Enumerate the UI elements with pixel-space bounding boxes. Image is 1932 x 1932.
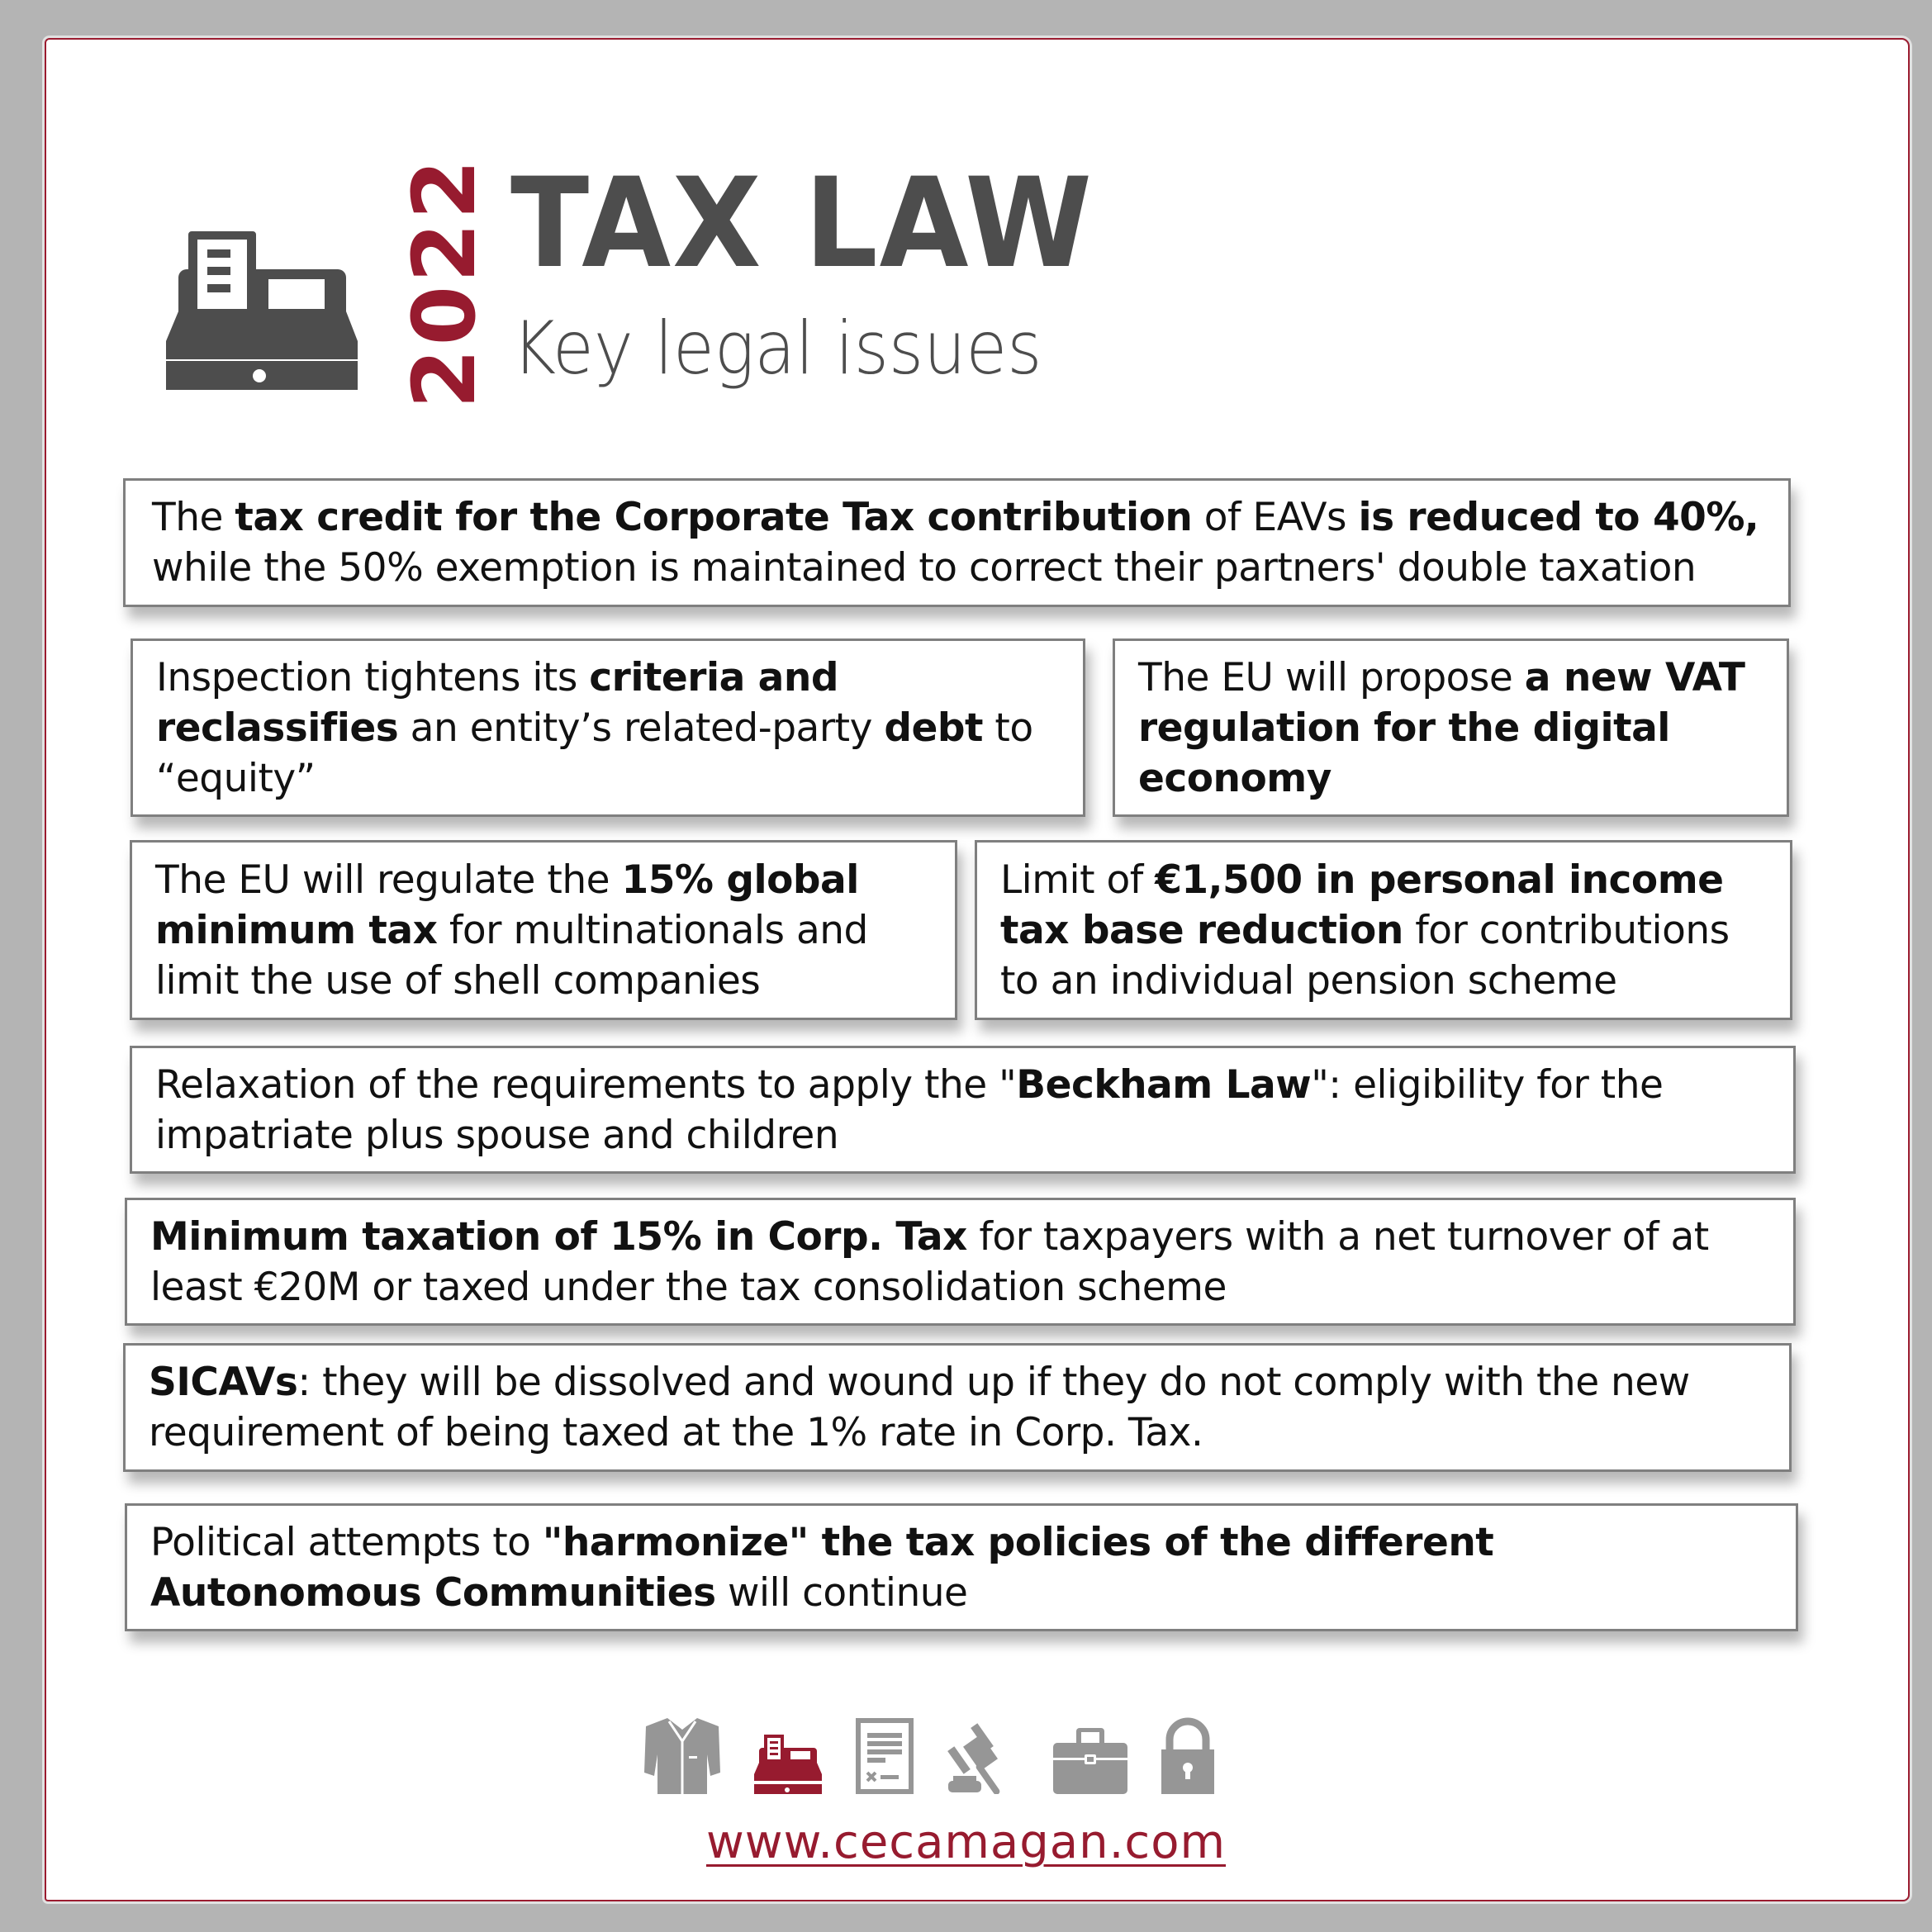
issue-text: The EU will regulate the 15% global minimum tax for multinationals and limit the use of shell companies	[155, 857, 868, 1004]
briefcase-icon[interactable]	[1053, 1728, 1127, 1794]
page-subtitle: Key legal issues	[512, 306, 1042, 391]
cash-register-icon[interactable]	[754, 1735, 822, 1794]
issue-text: Political attempts to "harmonize" the tax policies of the different Autonomous Communities will continue	[150, 1519, 1494, 1616]
issue-box-4	[130, 840, 957, 1020]
issue-box-7	[125, 1198, 1796, 1326]
cash-register-icon	[166, 231, 358, 390]
issue-box-6	[130, 1046, 1796, 1174]
padlock-icon[interactable]	[1161, 1716, 1214, 1794]
practice-area-icons	[644, 1710, 1214, 1794]
issue-text: Relaxation of the requirements to apply the "Beckham Law": eligibility for the impatriate plus spouse and children	[155, 1061, 1664, 1158]
issue-box-3	[1113, 638, 1789, 817]
issue-text: The tax credit for the Corporate Tax contribution of EAVs is reduced to 40%, while the 50% exemption is maintained to correct their partners' double taxation	[152, 495, 1759, 591]
website-url[interactable]: www.cecamagan.com	[705, 1816, 1227, 1869]
issue-box-8	[123, 1343, 1792, 1472]
issue-text: Minimum taxation of 15% in Corp. Tax for taxpayers with a net turnover of at least €20M or taxed under the tax consolidation scheme	[150, 1213, 1709, 1310]
issue-text: The EU will propose a new VAT regulation for the digital economy	[1138, 654, 1745, 801]
issue-text: Inspection tightens its criteria and reclassifies an entity’s related-party debt to “equity”	[156, 654, 1033, 801]
website-link[interactable]	[0, 1816, 1932, 1869]
gavel-icon[interactable]	[947, 1723, 1019, 1794]
issue-box-9	[125, 1503, 1798, 1631]
document-icon[interactable]	[856, 1718, 914, 1794]
lawyer-gown-icon[interactable]	[644, 1718, 720, 1794]
issue-text: SICAVs: they will be dissolved and wound up if they do not comply with the new requirement of being taxed at the 1% rate in Corp. Tax.	[149, 1360, 1690, 1455]
issue-box-2	[131, 638, 1085, 817]
year-label: 2022	[394, 156, 495, 409]
issue-box-1	[123, 478, 1791, 607]
issue-box-5	[975, 840, 1792, 1020]
page-title: TAX LAW	[510, 152, 1094, 296]
issue-text: Limit of €1,500 in personal income tax base reduction for contributions to an individual pension scheme	[1000, 857, 1730, 1004]
